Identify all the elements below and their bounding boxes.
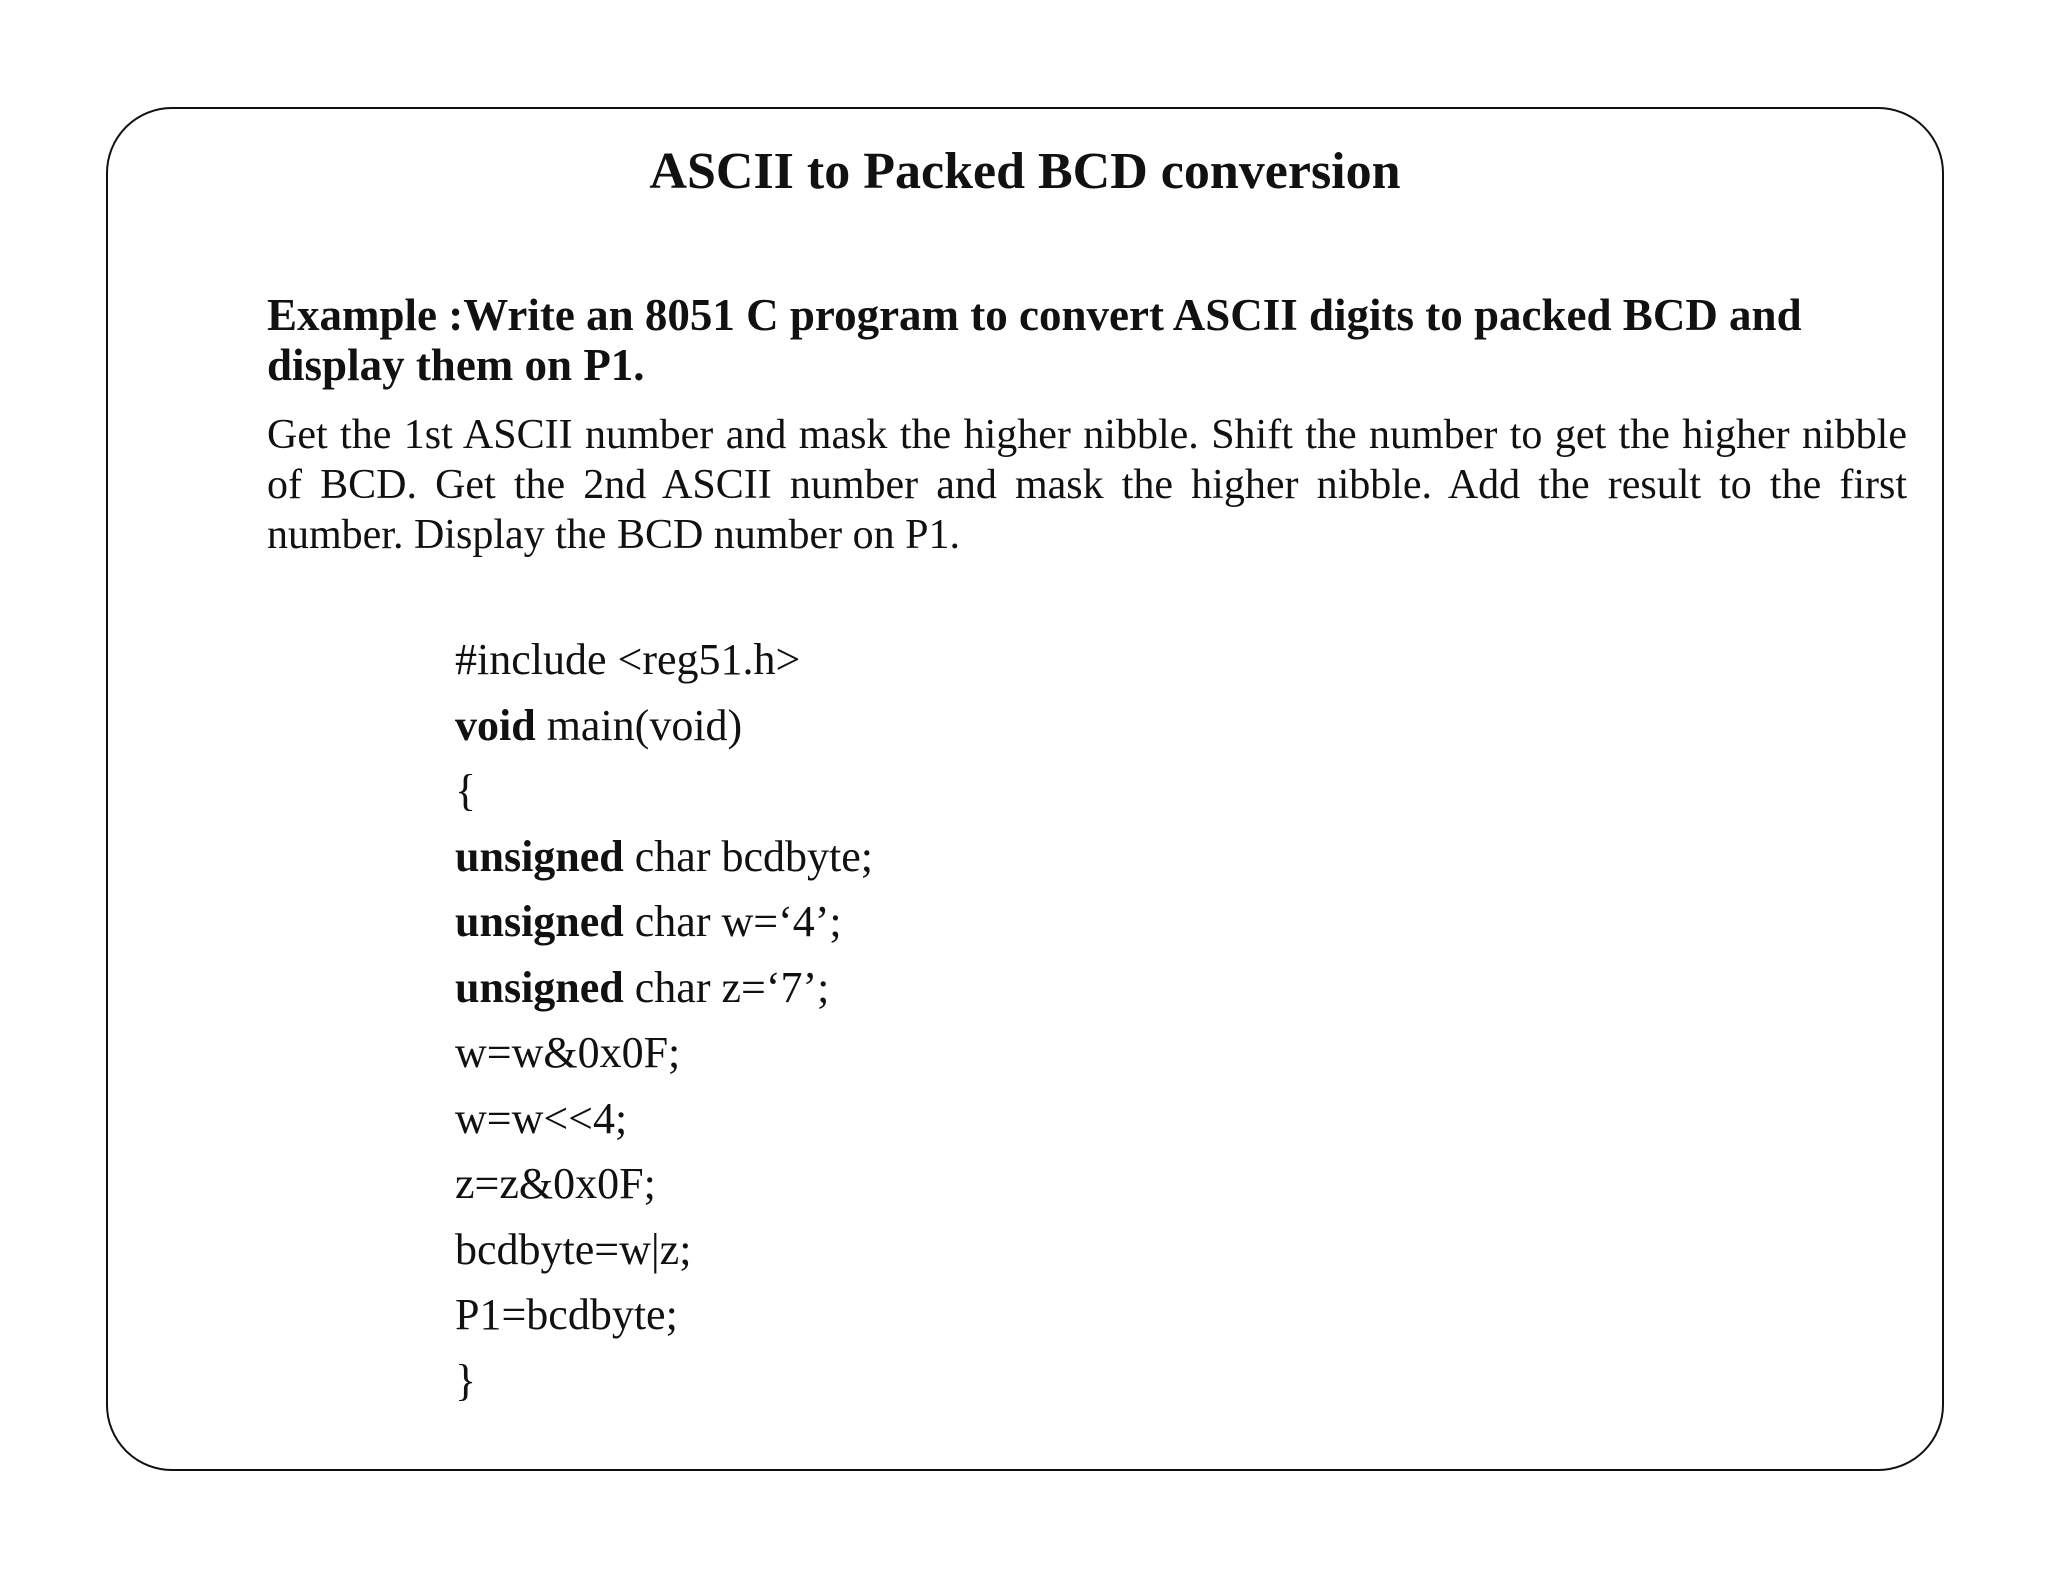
code-line: w=w&0x0F; (455, 1028, 681, 1077)
slide-title: ASCII to Packed BCD conversion (649, 143, 1401, 200)
code-line (455, 955, 873, 1021)
example-heading: Example :Write an 8051 C program to convert ASCII digits to packed BCD and display them on P1. (267, 290, 1802, 390)
code-keyword: void (455, 700, 536, 750)
code-text: char z=‘7’; (623, 962, 830, 1012)
code-text: char w=‘4’; (623, 897, 842, 946)
code-text: char bcdbyte; (623, 831, 873, 881)
code-line: w=w<<4; (455, 1093, 628, 1143)
code-line: { (455, 766, 477, 815)
code-keyword: unsigned (455, 962, 624, 1012)
code-keyword: unsigned (455, 831, 624, 881)
code-line (455, 693, 873, 759)
description-paragraph: Get the 1st ASCII number and mask the higher nibble. Shift the number to get the higher nibble of BCD. Get the 2nd ASCII number and mask the higher nibble. Add the result to the first number. Display the BCD number on P1. (267, 412, 1907, 558)
code-line: } (455, 1355, 477, 1405)
code-line (455, 824, 873, 890)
code-line: bcdbyte=w|z; (455, 1224, 692, 1274)
code-line: #include <reg51.h> (455, 635, 801, 684)
code-line (455, 889, 873, 955)
code-text: main(void) (535, 700, 743, 750)
code-keyword: unsigned (455, 897, 624, 946)
code-block (455, 627, 873, 1413)
code-line: P1=bcdbyte; (455, 1290, 678, 1339)
code-line: z=z&0x0F; (455, 1159, 656, 1208)
